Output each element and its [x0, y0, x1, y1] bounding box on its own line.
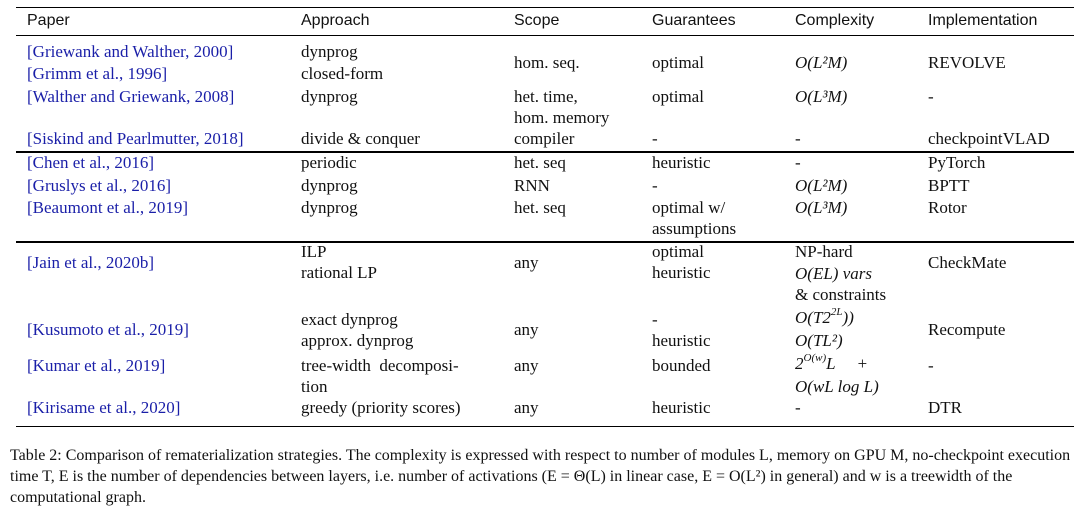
- header-complexity: Complexity: [795, 12, 875, 29]
- guarantees-cell-line2: heuristic: [652, 331, 711, 350]
- complexity-cell-line2: O(wL log L): [795, 377, 879, 396]
- guarantees-cell: optimal: [652, 87, 704, 106]
- complexity-cell: -: [795, 129, 801, 148]
- complexity-cell: O(L³M): [795, 87, 848, 106]
- approach-cell: dynprog: [301, 87, 358, 106]
- guarantees-cell: optimal: [652, 53, 704, 72]
- scope-cell: het. seq: [514, 153, 566, 172]
- scope-cell: het. seq: [514, 198, 566, 217]
- guarantees-cell-line2: heuristic: [652, 263, 711, 282]
- complexity-cell-line2: O(EL) vars: [795, 264, 872, 283]
- complexity-cell: $2^{O(w)}L$ +: [795, 352, 868, 373]
- scope-cell: any: [514, 356, 539, 375]
- approach-cell-line2: rational LP: [301, 263, 378, 282]
- implementation-cell: -: [928, 87, 934, 106]
- approach-cell-line2: tion: [301, 377, 328, 396]
- approach-cell: exact dynprog: [301, 310, 398, 329]
- group-rule-2: [16, 241, 1074, 243]
- implementation-cell: PyTorch: [928, 153, 986, 172]
- guarantees-cell: optimal w/: [652, 198, 726, 217]
- paper-citation-link[interactable]: [Kirisame et al., 2020]: [27, 398, 181, 417]
- paper-citation-link[interactable]: [Grimm et al., 1996]: [27, 64, 168, 83]
- approach-cell-line2: approx. dynprog: [301, 331, 414, 350]
- guarantees-cell: -: [652, 310, 658, 329]
- guarantees-cell: heuristic: [652, 398, 711, 417]
- scope-cell: hom. seq.: [514, 53, 580, 72]
- complexity-cell-line3: & constraints: [795, 285, 887, 304]
- guarantees-cell: -: [652, 129, 658, 148]
- complexity-cell: NP-hard: [795, 242, 853, 261]
- approach-cell: tree-width decomposi-: [301, 356, 459, 375]
- paper-citation-link[interactable]: [Walther and Griewank, 2008]: [27, 87, 235, 106]
- top-rule: [16, 7, 1074, 8]
- guarantees-cell: bounded: [652, 356, 711, 375]
- paper-citation-link[interactable]: [Kusumoto et al., 2019]: [27, 320, 189, 339]
- complexity-cell: -: [795, 153, 801, 172]
- paper-citation-link[interactable]: [Chen et al., 2016]: [27, 153, 154, 172]
- paper-citation-link[interactable]: [Beaumont et al., 2019]: [27, 198, 188, 217]
- approach-cell: dynprog: [301, 42, 358, 61]
- approach-cell: dynprog: [301, 176, 358, 195]
- implementation-cell: -: [928, 356, 934, 375]
- paper-citation-link[interactable]: [Jain et al., 2020b]: [27, 253, 154, 272]
- complexity-cell: -: [795, 398, 801, 417]
- guarantees-cell: optimal: [652, 242, 704, 261]
- approach-cell: ILP: [301, 242, 327, 261]
- approach-cell: divide & conquer: [301, 129, 420, 148]
- complexity-cell: O(L²M): [795, 176, 848, 195]
- header-approach: Approach: [301, 12, 370, 29]
- implementation-cell: Recompute: [928, 320, 1006, 339]
- scope-cell: het. time,: [514, 87, 578, 106]
- implementation-cell: BPTT: [928, 176, 970, 195]
- header-implementation: Implementation: [928, 12, 1038, 29]
- complexity-cell: O(L²M): [795, 53, 848, 72]
- scope-cell: RNN: [514, 176, 550, 195]
- scope-cell: compiler: [514, 129, 575, 148]
- implementation-cell: CheckMate: [928, 253, 1007, 272]
- scope-cell: any: [514, 398, 539, 417]
- scope-cell-line2: hom. memory: [514, 108, 610, 127]
- scope-cell: any: [514, 253, 539, 272]
- paper-citation-link[interactable]: [Kumar et al., 2019]: [27, 356, 166, 375]
- approach-cell: greedy (priority scores): [301, 398, 461, 417]
- bottom-rule: [16, 426, 1074, 427]
- implementation-cell: checkpointVLAD: [928, 129, 1050, 148]
- approach-cell: dynprog: [301, 198, 358, 217]
- approach-cell: periodic: [301, 153, 357, 172]
- header-paper: Paper: [27, 12, 70, 29]
- header-rule: [16, 35, 1074, 36]
- paper-citation-link[interactable]: [Gruslys et al., 2016]: [27, 176, 172, 195]
- paper-citation-link[interactable]: [Siskind and Pearlmutter, 2018]: [27, 129, 244, 148]
- implementation-cell: DTR: [928, 398, 962, 417]
- approach-cell: closed-form: [301, 64, 384, 83]
- implementation-cell: Rotor: [928, 198, 967, 217]
- paper-citation-link[interactable]: [Griewank and Walther, 2000]: [27, 42, 234, 61]
- complexity-cell: $O(T2^{2L})$): [795, 306, 854, 327]
- guarantees-cell: heuristic: [652, 153, 711, 172]
- guarantees-cell: -: [652, 176, 658, 195]
- implementation-cell: REVOLVE: [928, 53, 1006, 72]
- complexity-cell-line2: O(TL²): [795, 331, 843, 350]
- complexity-cell: O(L³M): [795, 198, 848, 217]
- table-caption: Table 2: Comparison of rematerialization strategies. The complexity is expressed with respect to number of modules L, memory on GPU M, no-checkpoint execution time T, E is the number of dependencies between layers, i.e. number of activations (E = Θ(L) in linear case, E = O(L²) in general) and w is a treewidth of the computational graph.: [10, 447, 1071, 506]
- guarantees-cell-line2: assumptions: [652, 219, 737, 238]
- scope-cell: any: [514, 320, 539, 339]
- header-guarantees: Guarantees: [652, 12, 736, 29]
- header-scope: Scope: [514, 12, 560, 29]
